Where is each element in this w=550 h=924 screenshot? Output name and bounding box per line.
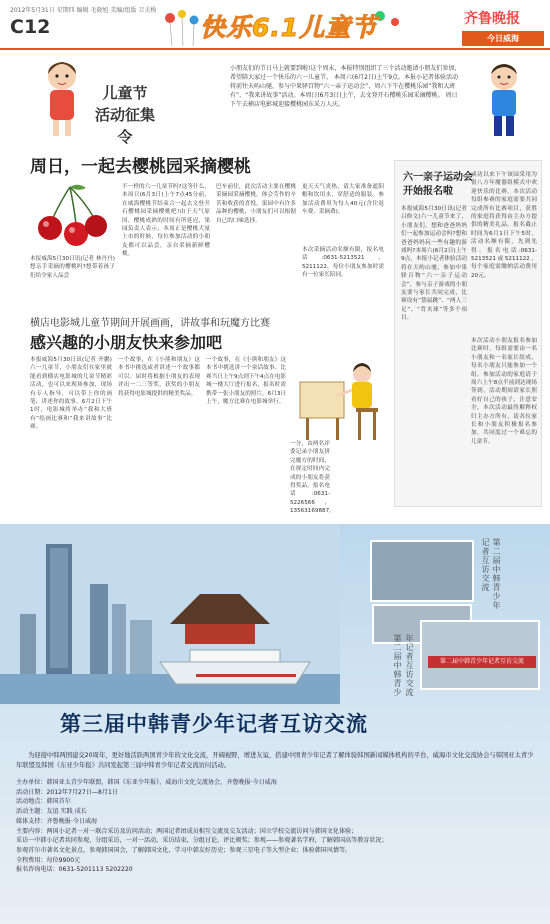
- girl-cartoon-icon: [38, 58, 86, 140]
- seoul-skyline-art: [0, 524, 340, 704]
- advert-row: 活动日期：2012年7月27日—8月1日: [16, 788, 118, 796]
- cherry-caption: 本报威海5月30日讯(记者 林丹丹)想亲手采摘的樱桃吗?想带着孩子们给全家人品尝: [30, 256, 115, 279]
- vertical-label-2: 年记者互访交流: [405, 634, 414, 697]
- advert-row: 参观首尔市著名文化景点，参观韩国国会，了解韩国文化，学习中韩友好历史；参观三星电子等大型企业；体验韩国风情等。: [16, 846, 352, 854]
- family-sports-box: [394, 160, 542, 507]
- interest-column-1: 本报威海5月30日讯(记者 齐鹏)六一儿童节，小朋友们在家里就能看到横店电影城的儿童节精彩活动，也可以来现场参加，现场有专人指导，可以带上你的画笔，讲述你的故事。6月2日下午1时，电影城将举办“我和大班有”绘画比赛和“我来讲故事”比赛。: [30, 357, 112, 431]
- family-title-line2: 开始报名啦: [403, 186, 453, 197]
- group-photo-3: [420, 620, 540, 690]
- section-tag: 今日威海: [462, 31, 544, 46]
- family-column-1: 本报威海5月30日讯(记者 吕修文)六一儿童节来了，小朋友们，想和爸爸妈妈们一起参加运动会吗?想和爸爸妈妈玩一些有趣的游戏吗?本周六(6月2日)上午9点，本报小记者体验活动将在天屿山驰，参加中果驿百物“六一亲子运动会”，参与亲子游戏的小朋友要与家长共同完成，比赛设有“袋鼠跳”、“两人三足”、“背夹球”等多个项目。: [401, 206, 467, 322]
- boy-cartoon-icon: [482, 60, 526, 140]
- interest-column-4: 一分，由两名评委记录小朋友拼完魔方的时间，在规定时间内完成的小朋友将获得奖品。报名电话:0631-5226566，13563169887。: [290, 441, 335, 515]
- family-title: [403, 171, 473, 199]
- vertical-label-1: 第二届中韩青少年记者互访交流: [481, 538, 501, 610]
- newspaper-logo: 齐鲁晚报: [464, 11, 520, 27]
- cherry-column-2: 巴车前往，此次活动主要在樱桃采摘园采摘樱桃，体会劳作的辛苦和收获的喜悦。果园中有许多品种的樱桃，小朋友们可以根据自己的口味选择。: [216, 184, 296, 224]
- header-meta: 2012年5月31日 星期四 编辑 毛晓旭 美编/组版 卫关梅: [10, 7, 157, 14]
- advert-headline: 第三届中韩青少年记者互访交流: [60, 712, 368, 736]
- cherries-photo: [30, 182, 114, 252]
- advert-row: 主办单位：韩国亚太青少年联盟，韩国《东亚少年报》，威海市文化交流协会，齐鲁晚报·今日威海: [16, 779, 277, 786]
- advert-row: 主要内容：两国小记者一对一联合采访及访问活动；两国记者团成员相互交流及交友活动；国立学校交流访问与韩国文化体验；: [16, 827, 358, 835]
- page-number: C12: [10, 16, 51, 38]
- advert-row: 活动地点：韩国首尔: [16, 798, 71, 806]
- vertical-label-3: 第二届中韩青少: [393, 634, 402, 697]
- advert-row: 全程费用：每位9900元: [16, 856, 81, 864]
- exchange-advert: [0, 524, 550, 924]
- interest-column-3: 一个故事，在《小熊和朋友》这本书中挑选讲一个童话故事。比赛当日上午9点到下午4点在电影城一楼大厅进行报名，报名时需携带一张小朋友的照片。6月3日上午，魔方比赛在电影城举行。: [206, 357, 286, 406]
- child-drawing-photo: [296, 352, 386, 444]
- advert-details: [16, 778, 541, 875]
- interest-headline: 感兴趣的小朋友快来参加吧: [30, 333, 223, 352]
- interest-column-2: 一个故事，在《小熊和朋友》这本书中挑选或者讲述一个故事都可以。届时将根据小朋友的表现评出一二三等奖，获奖的小朋友将获得电影城提供的精美奖品。: [118, 357, 200, 397]
- interest-subhead: 横店电影城儿童节期间开展画画，讲故事和玩魔方比赛: [30, 318, 270, 329]
- notice-title: [90, 82, 160, 148]
- family-title-line1: 六一亲子运动会: [403, 172, 473, 183]
- advert-row: 报名咨询电话：0631-5201113 5202220: [16, 866, 133, 874]
- page-header: [0, 0, 550, 50]
- family-column-3: 本次活动小朋友报名参加比赛时，每组需要由一名小朋友和一名家长组成，每名小朋友只能参加一个组。参加活动的家庭请于周六上午8点半前到达现场签到，活动期间请家长照看好自己的孩子，注意安全。本次活动最终解释权归主办方所有，请各位家长和小朋友积极报名参加，共同度过一个难忘的儿童节。: [471, 338, 537, 445]
- photo-banner: 第二届中韩青少年记者互访交流: [428, 656, 536, 668]
- cherry-column-4: 本次采摘活动名额有限，报名电话:0631-5213521，5211122，每位小朋友参加时需有一位家长陪同。: [302, 247, 384, 279]
- family-column-2: 成功以来下午该园采用为很八方年魔器组模式中欢迎快乐的比赛。本次活动每组参赛的家庭需要共同完成所有比赛项目，获胜的家庭将获得由主办方提供的精美礼品。报名截止时间为6月1日下午5时，活动名额有限，先到先得。报名电话:0631-5213521或5211122，每个家庭需缴纳活动费用20元。: [471, 172, 537, 279]
- group-photo-1: [370, 540, 474, 602]
- festival-title: 快乐6.1儿童节: [200, 13, 378, 42]
- notice-title-line1: 儿童节: [102, 84, 148, 102]
- notice-body: 小朋友们的节日马上就要到啦!这个周末，本报特别组织了三个活动邀请小朋友们参加，希望陪大家过一个快乐的六一儿童节。 本周六(6月2日)上午9点，本报小记者体验活动将前往天屿山驰，参与中果驿百物“六一亲子运动会”，周六下午在樱桃乐园“我和大班有”，“我来讲故事”活动。本周日(6月3日)上午，去文登开石樱桃乐园采摘樱桃。 周日下午去横店电影城迎接樱桃园东采万人庆。: [230, 65, 461, 108]
- cherry-column-1: 不一样的六一儿童节吗?这等什么，本周日(6月3日)上午7点45分前，在威海樱桃节结束合一起去文登开石樱桃园采摘樱桃吧!由于天气原因，樱桃成熟的时间有所延迟，果园负责人表示，本周正是樱桃大量上市的时候，每位参加活动的小朋友都可以品尝，亲自采摘新鲜樱桃。: [122, 184, 210, 258]
- notice-title-line2: 活动征集令: [94, 106, 155, 146]
- advert-row: 采访一中韩小记者共同参观，分组采访，一对一活动，采访结束，分组讨论，评比颁奖；参观——参观著名学府，了解韩国高等教育状况；: [16, 837, 388, 845]
- cherry-headline: 周日，一起去樱桃园采摘樱桃: [30, 157, 251, 177]
- advert-intro: 为迎接中韩两国建交20周年，更好地活跃两国青少年的文化交流，开阔视野，增进友谊，搭建中国青少年记者了解体验韩国新闻媒体机构的平台，威海市文化交流协会与韩国亚太青少年联盟及韩国《东亚少年报》共同发起第三届中韩青少年记者交流访问活动。: [16, 752, 534, 769]
- advert-row: 媒体支持：齐鲁晚报·今日威海: [16, 817, 98, 825]
- advert-row: 活动主题：友谊 实践 成长: [16, 808, 87, 816]
- activity-notice: [20, 58, 535, 146]
- cherry-column-3: 更天天气炎热，请大家准备遮阳帽和饮用水，穿舒适的服装。参加活动费用为每人40元(含往返车费、采摘费)。: [302, 184, 384, 216]
